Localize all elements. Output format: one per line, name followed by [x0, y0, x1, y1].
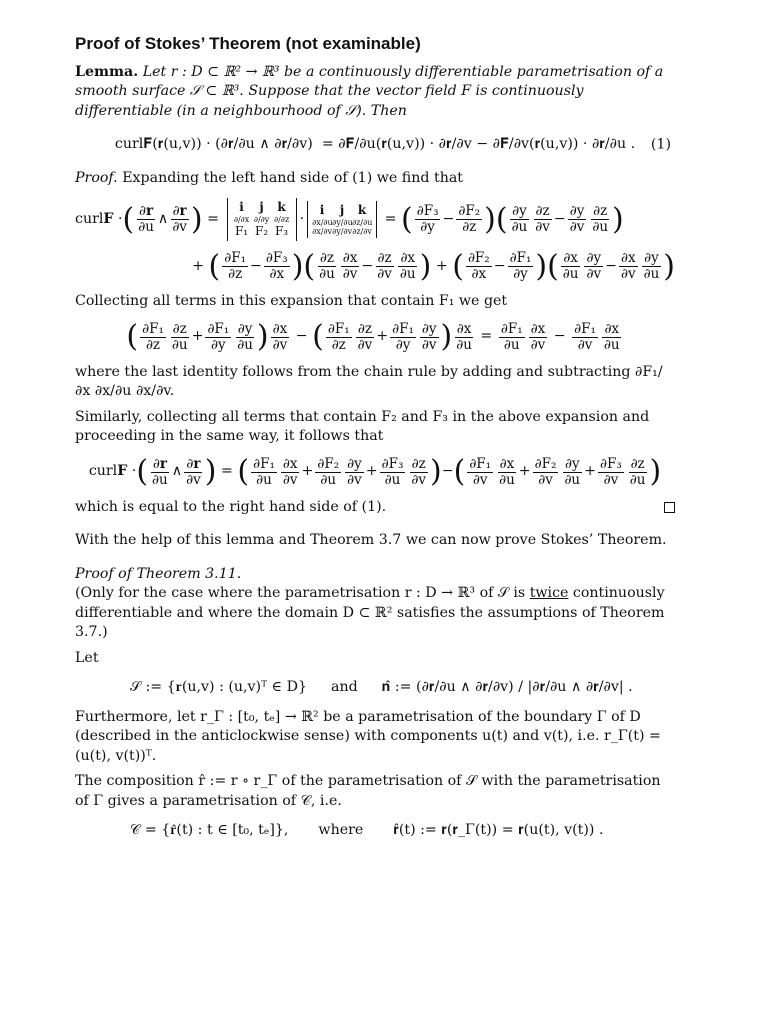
- s-definition: 𝒮 := {𝐫(u,v) : (u,v)ᵀ ∈ D}: [130, 679, 307, 695]
- collect-f1-text: Collecting all terms in this expansion that contain F₁ we get: [75, 293, 508, 309]
- composition-text: The composition r̂ := r ∘ r_Γ of the parametrisation of 𝒮 with the parametrisation of Γ gives a parametrisation of 𝒞, i.e.: [75, 773, 661, 809]
- proof-intro-paragraph: [75, 169, 675, 189]
- note-pre: (Only for the case where the parametrisation r : D → ℝ³ of 𝒮 is: [75, 585, 530, 601]
- and-text: and: [330, 679, 358, 695]
- eq1-lhs: curl𝐅(𝐫(u,v)) · (∂𝐫/∂u ∧ ∂𝐫/∂v): [114, 136, 313, 152]
- rhat-definition: 𝐫̂(t) := 𝐫(𝐫_Γ(t)) = 𝐫(u(t), v(t)) .: [393, 822, 604, 838]
- note-underlined: twice: [529, 585, 569, 601]
- eq1-rhs: = ∂𝐅/∂u(𝐫(u,v)) · ∂𝐫/∂v − ∂𝐅/∂v(𝐫(u,v)) · ∂𝐫/∂u .: [321, 136, 636, 152]
- where-text: where: [318, 822, 364, 838]
- f1-terms-equation: ( $\frac{\text{∂F₁}}{\partial z}$ $\frac{\partial z}{\partial u}$ + $\frac{\text{∂F₁}}{\partial y}$ $\frac{\partial y}{\partial u}$ ) $\frac{\partial x}{\partial v}$ − ( $\frac{\text{∂F₁}}{\partial z}$ $\frac{\partial z}{\partial v}$ + $\frac{\text{∂F₁}}{\partial y}$ $\frac{\partial y}{\partial v}$ ) $\frac{\partial x}{\partial u}$ = $\frac{\text{∂F₁}}{\partial u}$ $\frac{\partial x}{\partial v}$ − $\frac{\text{∂F₁}}{\partial v}$ $\frac{\partial x}{\partial u}$: [126, 319, 620, 354]
- chain-rule-text: where the last identity follows from the chain rule by adding and subtracting: [75, 363, 631, 380]
- lemma-label: Lemma.: [75, 63, 139, 80]
- furthermore-text: Furthermore, let r_Γ : [t₀, tₑ] → ℝ² be a parametrisation of the boundary Γ of D (described in the anticlockwise sense) with components u(t) and v(t), i.e. r_Γ(t) = (u(t), v(t))ᵀ.: [75, 708, 661, 764]
- proof-theorem-label: [75, 565, 675, 585]
- similarly-text: Similarly, collecting all terms that contain F₂ and F₃ in the above expansion and proceeding in the same way, it follows that: [75, 408, 650, 444]
- lemma-paragraph: [75, 63, 675, 122]
- equal-rhs-text: which is equal to the right hand side of (1).: [75, 498, 387, 515]
- let-text: Let: [75, 649, 99, 666]
- note-post: continuously differentiable and where the domain D ⊂ ℝ² satisfies the assumptions of Theorem 3.7.): [75, 585, 665, 640]
- proof-label: Proof.: [75, 169, 118, 186]
- determinant-expansion-cont: + ( $\frac{\text{∂F₁}}{\partial z}$ − $\frac{\text{∂F₃}}{\partial x}$ )( $\frac{\partial z}{\partial u}$ $\frac{\partial x}{\partial v}$ − $\frac{\partial z}{\partial v}$ $\frac{\partial x}{\partial u}$ ) + ( $\frac{\text{∂F₂}}{\partial x}$ − $\frac{\text{∂F₁}}{\partial y}$ )( $\frac{\partial x}{\partial u}$ $\frac{\partial y}{\partial v}$ − $\frac{\partial x}{\partial v}$ $\frac{\partial y}{\partial u}$ ): [192, 248, 675, 284]
- n-definition: 𝐧̂ := (∂𝐫/∂u ∧ ∂𝐫/∂v) / |∂𝐫/∂u ∧ ∂𝐫/∂v| .: [381, 679, 633, 695]
- c-definition: 𝒞 = {𝐫̂(t) : t ∈ [t₀, tₑ]},: [130, 822, 289, 838]
- equation-1: [75, 135, 675, 155]
- proof-intro: Expanding the left hand side of (1) we find that: [122, 169, 463, 186]
- section-title: Proof of Stokes’ Theorem (not examinable): [75, 34, 421, 53]
- document-page: [75, 34, 675, 851]
- proof-theorem-note: [75, 584, 675, 643]
- transition-text: With the help of this lemma and Theorem 3.7 we can now prove Stokes’ Theorem.: [75, 532, 667, 548]
- f2-f3-equation: curlF · ( $\frac{\partial r}{\partial u}$ ∧ $\frac{\partial r}{\partial v}$ ) = ( $\frac{\text{∂F₁}}{\partial u}$ $\frac{\partial x}{\partial v}$ + $\frac{\text{∂F₂}}{\partial u}$ $\frac{\partial y}{\partial v}$ + $\frac{\text{∂F₃}}{\partial u}$ $\frac{\partial z}{\partial v}$ ) − ( $\frac{\text{∂F₁}}{\partial v}$ $\frac{\partial x}{\partial u}$ + $\frac{\text{∂F₂}}{\partial v}$ $\frac{\partial y}{\partial u}$ + $\frac{\text{∂F₃}}{\partial v}$ $\frac{\partial z}{\partial u}$ ): [88, 454, 662, 489]
- s-n-definitions: [75, 678, 675, 698]
- chain-rule-term: ∂F₁/∂x ∂x/∂u ∂x/∂v.: [75, 363, 663, 399]
- eq1-number: (1): [650, 136, 671, 152]
- determinant-expansion: curlF · ( $\frac{\partial r}{\partial u}$ ∧ $\frac{\partial r}{\partial v}$ ) = i j k ∂/∂x ∂/∂y ∂/∂z F₁ F₂ F₃ · i j k ∂x/∂u ∂y/∂u ∂z/∂u ∂x/∂v ∂y/∂v ∂z/∂v = ( $\frac{\text{∂F₃}}{\partial y}$ − $\frac{\text{∂F₂}}{\partial z}$ )( $\frac{\partial y}{\partial u}$ $\frac{\partial z}{\partial v}$ − $\frac{\partial y}{\partial v}$ $\frac{\partial z}{\partial u}$ ): [75, 198, 675, 241]
- lemma-text: Let r : D ⊂ ℝ² → ℝ³ be a continuously differentiable parametrisation of a smooth surface 𝒮 ⊂ ℝ³. Suppose that the vector field F is continuously differentiable (in a neighbourhood of 𝒮). Then: [75, 63, 664, 119]
- proof-theorem-label-text: Proof of Theorem 3.11.: [75, 565, 242, 582]
- qed-square-icon: [664, 502, 675, 513]
- chain-rule-paragraph: [75, 363, 675, 402]
- c-definition-line: [75, 821, 675, 841]
- equal-rhs-line: [75, 498, 675, 518]
